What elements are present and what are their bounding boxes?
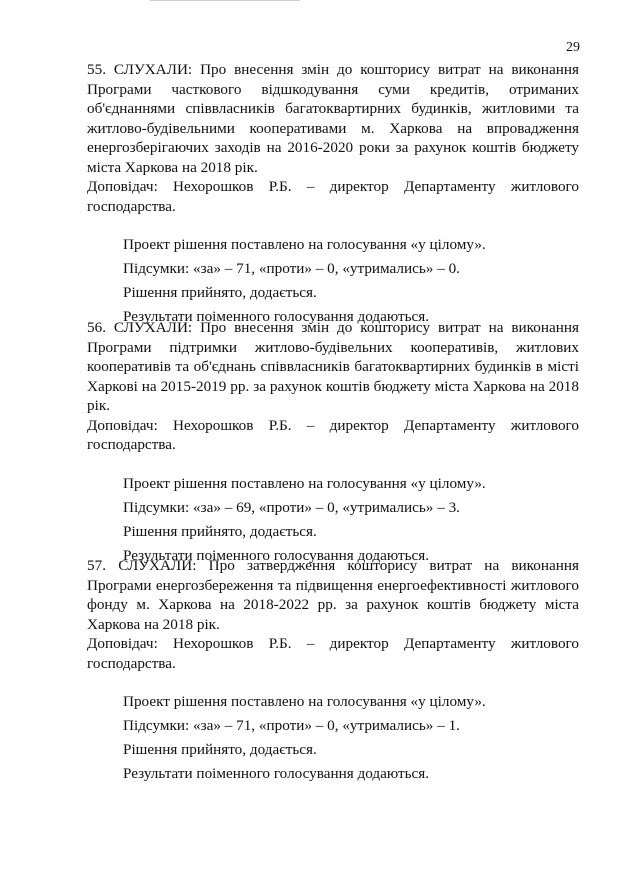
vote-line-decision: Рішення прийнято, додається. (123, 522, 317, 540)
page-number: 29 (566, 40, 580, 55)
vote-line-rollcall: Результати поіменного голосування додаються. (123, 308, 430, 325)
vote-line-proposal: Проект рішення поставлено на голосування «у цілому». (123, 693, 486, 710)
vote-block (87, 235, 579, 327)
vote-line-results: Підсумки: «за» – 71, «проти» – 0, «утримались» – 0. (123, 260, 460, 277)
vote-block (87, 692, 579, 784)
vote-line-results: Підсумки: «за» – 71, «проти» – 0, «утримались» – 1. (123, 717, 460, 734)
item-paragraph (87, 556, 579, 634)
vote-line-results: Підсумки: «за» – 69, «проти» – 0, «утримались» – 3. (123, 498, 460, 516)
item-reporter: Доповідач: Нехорошков Р.Б. – директор Департаменту житлового господарства. (87, 635, 579, 672)
item-reporter: Доповідач: Нехорошков Р.Б. – директор Департаменту житлового господарства. (87, 416, 579, 453)
vote-line-rollcall: Результати поіменного голосування додаються. (123, 546, 430, 564)
item-heading: 56. СЛУХАЛИ: (87, 319, 193, 336)
item-text: Про затвердження кошторису витрат на виконання Програми енергозбереження та підвищення енергоефективності житлового фонду м. Харкова на 2018-2022 рр. за рахунок коштів бюджету міста Харкова на 2018 рік. (87, 557, 579, 633)
top-rule-line (150, 0, 300, 2)
vote-line-decision: Рішення прийнято, додається. (123, 284, 317, 301)
item-paragraph (87, 60, 579, 177)
item-text: Про внесення змін до кошторису витрат на виконання Програми часткового відшкодування суми кредитів, отриманих об'єднаннями співвласників багатоквартирних будинків, житловими та житлово-будівельними кооперативами м. Харкова на впровадження енергозберігаючих заходів на 2016-2020 роки за рахунок коштів бюджету міста Харкова на 2018 рік. (87, 61, 579, 176)
agenda-item-56 (87, 318, 579, 570)
vote-line-rollcall: Результати поіменного голосування додаються. (123, 765, 430, 782)
agenda-item-55 (87, 60, 579, 331)
vote-line-proposal: Проект рішення поставлено на голосування «у цілому». (123, 236, 486, 253)
item-heading: 57. СЛУХАЛИ: (87, 557, 197, 574)
agenda-item-57 (87, 556, 579, 788)
item-reporter: Доповідач: Нехорошков Р.Б. – директор Департаменту житлового господарства. (87, 178, 579, 215)
item-paragraph (87, 318, 579, 416)
vote-line-decision: Рішення прийнято, додається. (123, 741, 317, 758)
item-text: Про внесення змін до кошторису витрат на виконання Програми підтримки житлово-будівельних кооперативів, житлових кооперативів та об'єднань співвласників багатоквартирних будинків в місті Харкові на 2015-2019 рр. за рахунок коштів бюджету міста Харкова на 2018 рік. (87, 319, 579, 414)
vote-line-proposal: Проект рішення поставлено на голосування «у цілому». (123, 474, 486, 492)
item-heading: 55. СЛУХАЛИ: (87, 61, 193, 78)
vote-block (87, 474, 579, 566)
